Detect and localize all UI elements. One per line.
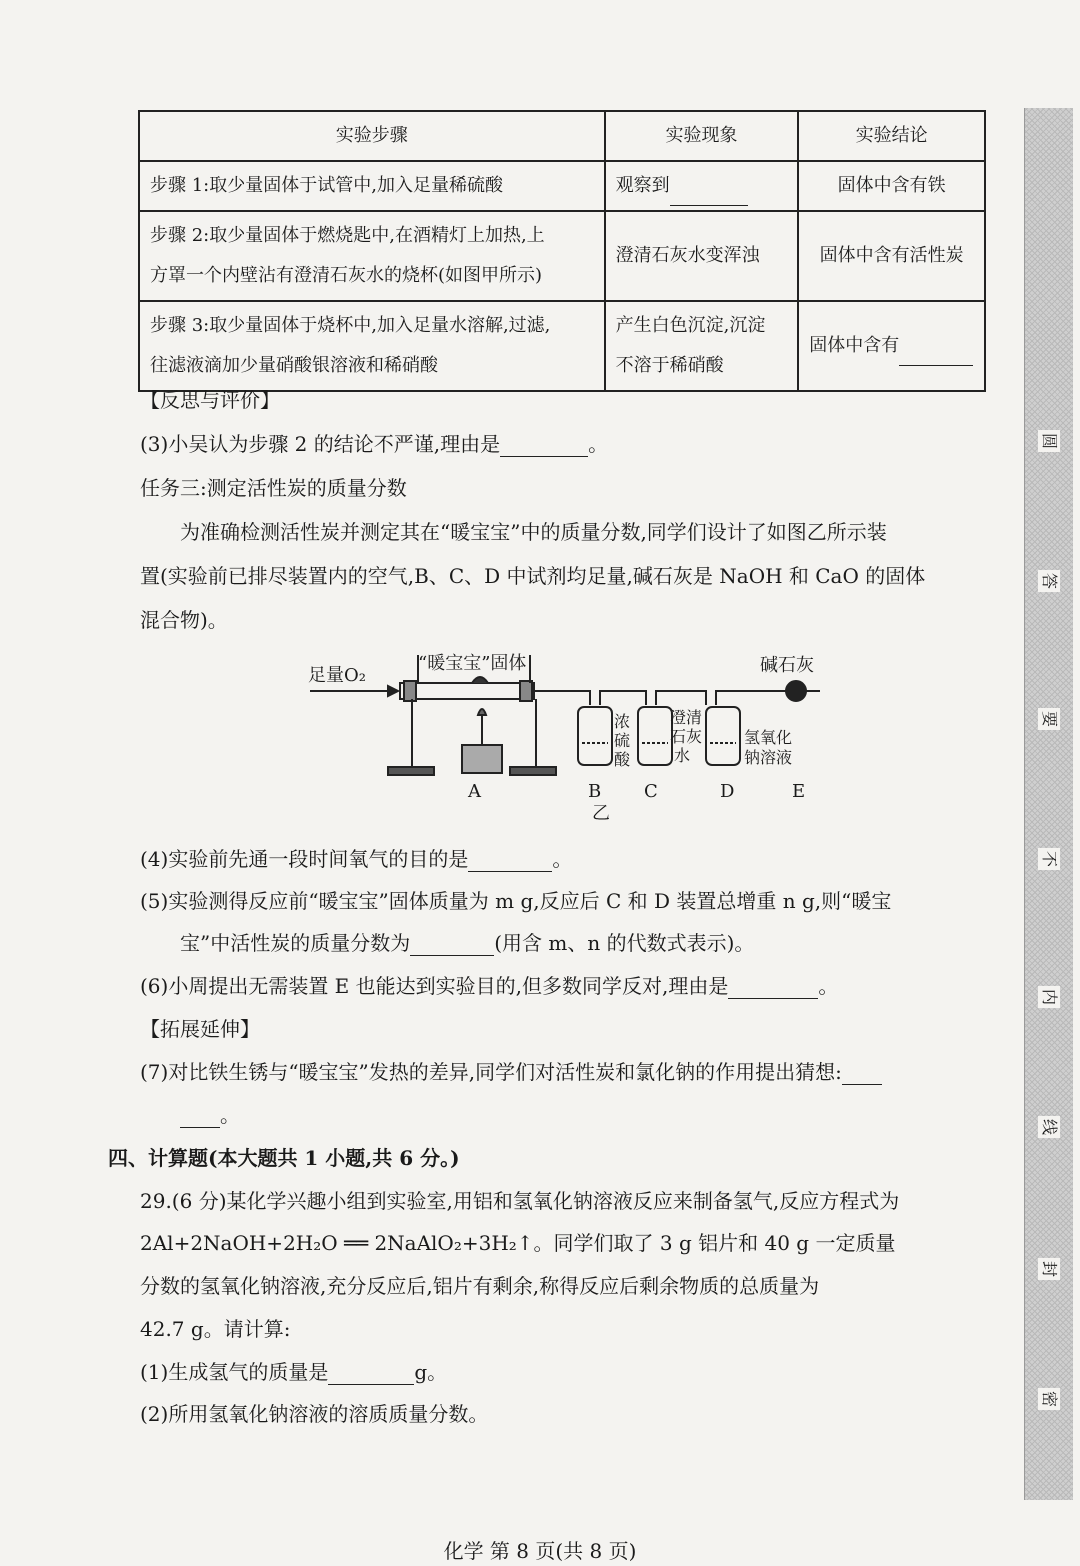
margin-char-5: 内 bbox=[1038, 986, 1060, 1008]
q29-part-2: (2)所用氢氧化钠溶液的溶质质量分数。 bbox=[140, 1402, 489, 1426]
phenomenon-3: 产生白色沉淀,沉淀 不溶于稀硝酸 bbox=[605, 301, 799, 391]
q29-part-1: (1)生成氢气的质量是 g。 bbox=[140, 1360, 448, 1384]
soda-lime-tube-e bbox=[786, 681, 806, 701]
table-header-row bbox=[139, 111, 985, 161]
connecting-tubes bbox=[534, 691, 796, 705]
right-stopper bbox=[520, 681, 532, 701]
step-1: 步骤 1:取少量固体于试管中,加入足量稀硫酸 bbox=[139, 161, 605, 211]
q29-line-2: 2Al+2NaOH+2H₂O ══ 2NaAlO₂+3H₂↑。同学们取了 3 g 铝片和 40 g 一定质量 bbox=[140, 1231, 896, 1255]
q29-line-4: 42.7 g。请计算: bbox=[140, 1317, 291, 1341]
question-3: (3)小吴认为步骤 2 的结论不严谨,理由是 。 bbox=[140, 432, 609, 456]
question-7-cont: 。 bbox=[180, 1099, 240, 1128]
phenomenon-2: 澄清石灰水变浑浊 bbox=[605, 211, 799, 301]
answer-blank[interactable] bbox=[328, 1362, 414, 1385]
label-e: E bbox=[792, 781, 806, 802]
soda-lime-label: 碱石灰 bbox=[760, 655, 814, 676]
question-5-line-1: (5)实验测得反应前“暖宝宝”固体质量为 m g,反应后 C 和 D 装置总增重 n g,则“暖宝 bbox=[140, 889, 892, 913]
margin-char-1: 圆 bbox=[1038, 430, 1060, 452]
task-3-heading: 任务三:测定活性炭的质量分数 bbox=[140, 476, 407, 500]
figure-caption: 乙 bbox=[592, 803, 610, 824]
left-stand-base bbox=[388, 767, 434, 775]
d-reagent-2: 钠溶液 bbox=[744, 748, 793, 767]
reaction-tube bbox=[400, 683, 534, 699]
step-3: 步骤 3:取少量固体于烧杯中,加入足量水溶解,过滤, 往滤液滴加少量硝酸银溶液和稀硝酸 bbox=[139, 301, 605, 391]
extend-title: 【拓展延伸】 bbox=[140, 1017, 260, 1041]
right-stand-base bbox=[510, 767, 556, 775]
b-reagent-2: 硫 bbox=[614, 731, 631, 750]
solid-sample bbox=[472, 677, 488, 683]
conclusion-1: 固体中含有铁 bbox=[798, 161, 985, 211]
table-row bbox=[139, 161, 985, 211]
o2-label: 足量O₂ bbox=[308, 665, 366, 686]
alcohol-lamp bbox=[462, 745, 502, 773]
apparatus-diagram-yi bbox=[300, 645, 840, 825]
phenomenon-1: 观察到 bbox=[605, 161, 799, 211]
step-2: 步骤 2:取少量固体于燃烧匙中,在酒精灯上加热,上 方罩一个内壁沾有澄清石灰水的烧杯(如图甲所示) bbox=[139, 211, 605, 301]
page-footer: 化学 第 8 页(共 8 页) bbox=[443, 1539, 637, 1563]
margin-char-6: 线 bbox=[1038, 1116, 1060, 1138]
bottle-b bbox=[578, 707, 612, 765]
margin-char-7: 封 bbox=[1038, 1258, 1060, 1280]
answer-blank[interactable] bbox=[899, 345, 973, 366]
header-conclusion: 实验结论 bbox=[798, 111, 985, 161]
header-steps: 实验步骤 bbox=[139, 111, 605, 161]
conclusion-3: 固体中含有 bbox=[798, 301, 985, 391]
o2-arrow-head bbox=[388, 686, 398, 696]
header-phenomenon: 实验现象 bbox=[605, 111, 799, 161]
lamp-flame bbox=[478, 709, 486, 715]
left-stopper bbox=[404, 681, 416, 701]
margin-char-4: 不 bbox=[1038, 848, 1060, 870]
b-reagent-1: 浓 bbox=[614, 712, 631, 731]
conclusion-2: 固体中含有活性炭 bbox=[798, 211, 985, 301]
label-a: A bbox=[468, 781, 481, 802]
margin-char-8: 密 bbox=[1038, 1388, 1060, 1410]
answer-blank[interactable] bbox=[468, 849, 552, 872]
answer-blank[interactable] bbox=[728, 976, 818, 999]
binding-margin-strip bbox=[1024, 108, 1073, 1500]
solid-label: “暖宝宝”固体 bbox=[418, 653, 527, 674]
bottle-d bbox=[706, 707, 740, 765]
experiment-table bbox=[138, 110, 986, 392]
answer-blank[interactable] bbox=[500, 434, 588, 457]
label-c: C bbox=[644, 781, 658, 802]
answer-blank[interactable] bbox=[410, 933, 494, 956]
answer-blank[interactable] bbox=[670, 185, 748, 206]
b-reagent-3: 酸 bbox=[614, 750, 631, 769]
bottle-c bbox=[638, 707, 672, 765]
c-reagent-3: 水 bbox=[674, 746, 691, 765]
table-row bbox=[139, 301, 985, 391]
c-reagent-2: 石灰 bbox=[670, 727, 703, 746]
question-4: (4)实验前先通一段时间氧气的目的是 。 bbox=[140, 847, 573, 871]
answer-blank[interactable] bbox=[180, 1105, 220, 1128]
section-4-heading: 四、计算题(本大题共 1 小题,共 6 分。) bbox=[108, 1146, 460, 1170]
intro-line-1: 为准确检测活性炭并测定其在“暖宝宝”中的质量分数,同学们设计了如图乙所示装 bbox=[180, 520, 887, 544]
margin-char-3: 要 bbox=[1038, 708, 1060, 730]
label-d: D bbox=[720, 781, 735, 802]
question-5-line-2: 宝”中活性炭的质量分数为 (用含 m、n 的代数式表示)。 bbox=[180, 931, 755, 955]
label-b: B bbox=[588, 781, 602, 802]
question-6: (6)小周提出无需装置 E 也能达到实验目的,但多数同学反对,理由是 。 bbox=[140, 974, 839, 998]
d-reagent-1: 氢氧化 bbox=[744, 728, 793, 747]
margin-char-2: 答 bbox=[1038, 570, 1060, 592]
intro-line-2: 置(实验前已排尽装置内的空气,B、C、D 中试剂均足量,碱石灰是 NaOH 和 CaO 的固体 bbox=[140, 564, 926, 588]
c-reagent-1: 澄清 bbox=[670, 708, 703, 727]
q29-line-1: 29.(6 分)某化学兴趣小组到实验室,用铝和氢氧化钠溶液反应来制备氢气,反应方程式为 bbox=[140, 1189, 900, 1213]
intro-line-3: 混合物)。 bbox=[140, 608, 228, 632]
reflect-title: 【反思与评价】 bbox=[140, 388, 280, 412]
q29-line-3: 分数的氢氧化钠溶液,充分反应后,铝片有剩余,称得反应后剩余物质的总质量为 bbox=[140, 1274, 820, 1298]
answer-blank[interactable] bbox=[842, 1062, 882, 1085]
question-7: (7)对比铁生锈与“暖宝宝”发热的差异,同学们对活性炭和氯化钠的作用提出猜想: bbox=[140, 1056, 882, 1085]
table-row bbox=[139, 211, 985, 301]
